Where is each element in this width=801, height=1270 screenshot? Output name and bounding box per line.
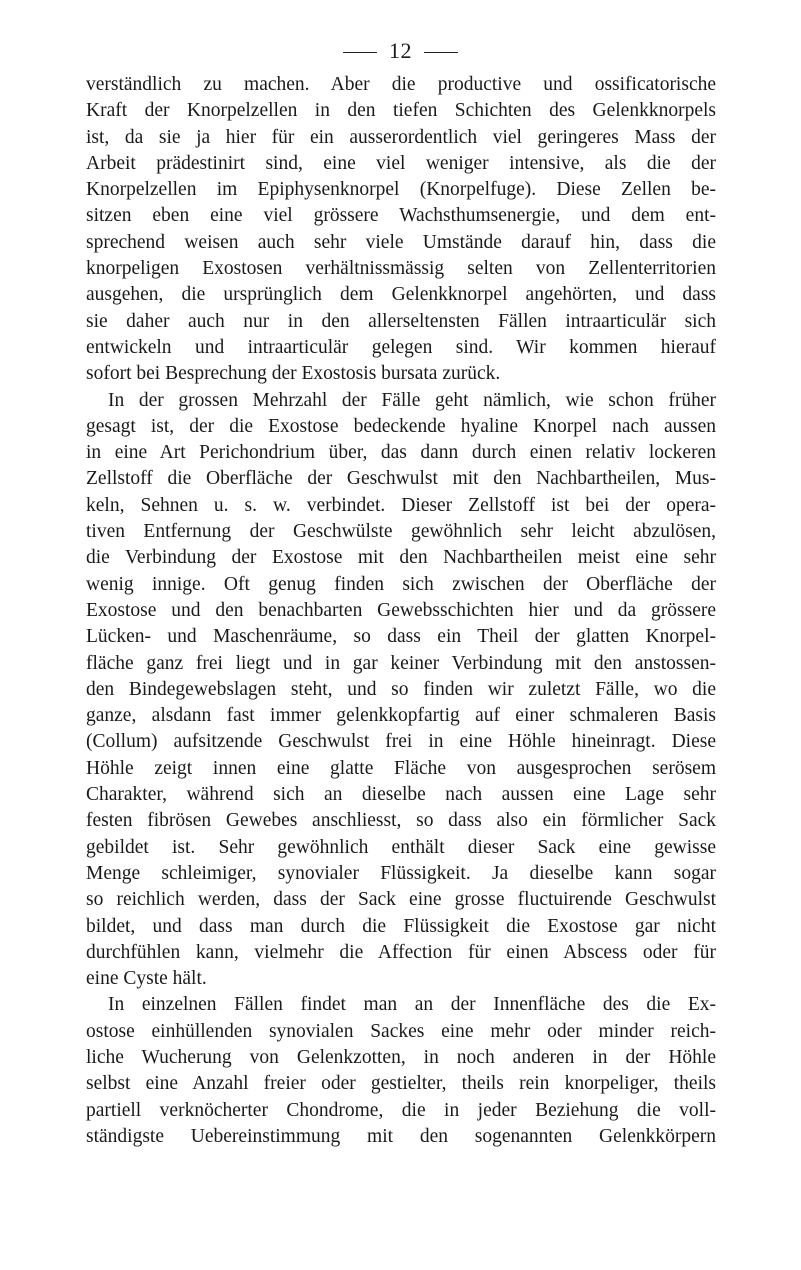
text-line: entwickeln und intraarticulär gelegen sind. Wir kommen hierauf — [86, 336, 716, 358]
text-line: verständlich zu machen. Aber die productive und ossificatorische — [86, 74, 716, 95]
text-line: in eine Art Perichondrium über, das dann durch einen relativ lockeren — [86, 442, 716, 464]
text-line: sie daher auch nur in den allerseltensten Fällen intraarticulär sich — [86, 310, 716, 332]
text-line: tiven Entfernung der Geschwülste gewöhnlich sehr leicht abzulösen, — [86, 521, 716, 543]
header-dash-left — [343, 52, 377, 53]
text-line: Arbeit prädestinirt sind, eine viel weniger intensive, als die der — [86, 152, 716, 174]
text-line: selbst eine Anzahl freier oder gestielter, theils rein knorpeliger, theils — [86, 1073, 716, 1095]
text-line: ausgehen, die ursprünglich dem Gelenkknorpel angehörten, und dass — [86, 284, 716, 306]
text-line: (Collum) aufsitzende Geschwulst frei in eine Höhle hineinragt. Diese — [86, 731, 716, 753]
text-line: durchfühlen kann, vielmehr die Affection für einen Abscess oder für — [86, 941, 716, 963]
text-line: Kraft der Knorpelzellen in den tiefen Schichten des Gelenkknorpels — [86, 100, 716, 122]
text-line: so reichlich werden, dass der Sack eine grosse fluctuirende Geschwulst — [86, 889, 716, 911]
text-line: In der grossen Mehrzahl der Fälle geht nämlich, wie schon früher — [108, 389, 716, 411]
page-header — [0, 38, 801, 64]
text-line: Charakter, während sich an dieselbe nach aussen eine Lage sehr — [86, 784, 716, 806]
text-line: Zellstoff die Oberfläche der Geschwulst mit den Nachbartheilen, Mus- — [86, 468, 716, 490]
text-line: ganze, alsdann fast immer gelenkkopfartig auf einer schmaleren Basis — [86, 705, 716, 727]
text-line: gebildet ist. Sehr gewöhnlich enthält dieser Sack eine gewisse — [86, 836, 716, 858]
text-line: keln, Sehnen u. s. w. verbindet. Dieser Zellstoff ist bei der opera- — [86, 494, 716, 516]
body-text — [86, 72, 716, 1150]
text-line: wenig innige. Oft genug finden sich zwischen der Oberfläche der — [86, 573, 716, 595]
text-line: fläche ganz frei liegt und in gar keiner Verbindung mit den anstossen- — [86, 652, 716, 674]
text-line: ist, da sie ja hier für ein ausserordentlich viel geringeres Mass der — [86, 126, 716, 148]
text-line: Lücken- und Maschenräume, so dass ein Theil der glatten Knorpel- — [86, 626, 716, 648]
text-line: liche Wucherung von Gelenkzotten, in noch anderen in der Höhle — [86, 1046, 716, 1068]
text-line: sitzen eben eine viel grössere Wachsthumsenergie, und dem ent- — [86, 205, 716, 227]
text-line: knorpeligen Exostosen verhältnissmässig selten von Zellenterritorien — [86, 258, 716, 280]
text-line: In einzelnen Fällen findet man an der Innenfläche des die Ex- — [108, 994, 716, 1016]
text-line: festen fibrösen Gewebes anschliesst, so dass also ein förmlicher Sack — [86, 810, 716, 832]
text-line: sofort bei Besprechung der Exostosis bursata zurück. — [86, 363, 501, 385]
page-number: 12 — [389, 38, 412, 63]
text-line: bildet, und dass man durch die Flüssigkeit die Exostose gar nicht — [86, 915, 716, 937]
text-line: Knorpelzellen im Epiphysenknorpel (Knorpelfuge). Diese Zellen be- — [86, 179, 716, 201]
text-line: ostose einhüllenden synovialen Sackes eine mehr oder minder reich- — [86, 1020, 716, 1042]
text-line: Höhle zeigt innen eine glatte Fläche von ausgesprochen serösem — [86, 757, 716, 779]
text-line: sprechend weisen auch sehr viele Umstände darauf hin, dass die — [86, 231, 716, 253]
header-dash-right — [424, 52, 458, 53]
text-line: ständigste Uebereinstimmung mit den sogenannten Gelenkkörpern — [86, 1125, 716, 1147]
text-line: partiell verknöcherter Chondrome, die in jeder Beziehung die voll- — [86, 1099, 716, 1121]
text-line: Menge schleimiger, synovialer Flüssigkeit. Ja dieselbe kann sogar — [86, 862, 716, 884]
text-line: Exostose und den benachbarten Gewebsschichten hier und da grössere — [86, 599, 716, 621]
text-line: den Bindegewebslagen steht, und so finden wir zuletzt Fälle, wo die — [86, 678, 716, 700]
text-line: eine Cyste hält. — [86, 968, 207, 990]
text-line: die Verbindung der Exostose mit den Nachbartheilen meist eine sehr — [86, 547, 716, 569]
text-line: gesagt ist, der die Exostose bedeckende hyaline Knorpel nach aussen — [86, 415, 716, 437]
